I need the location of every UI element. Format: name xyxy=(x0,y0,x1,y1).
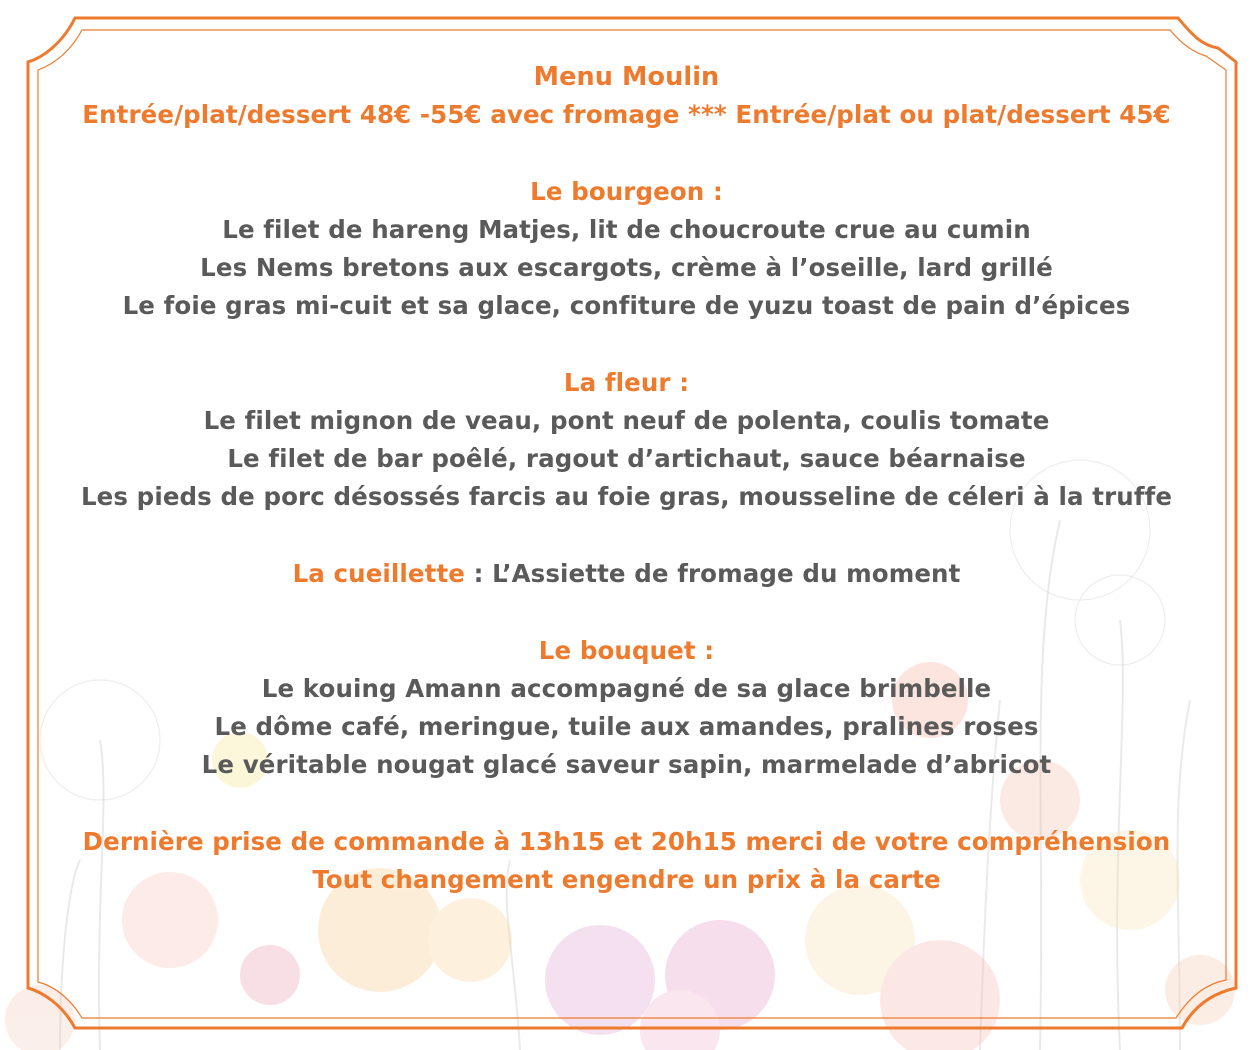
spacer xyxy=(60,784,1193,823)
section-heading-fleur: La fleur : xyxy=(563,368,690,397)
spacer xyxy=(60,325,1193,364)
menu-item: Les pieds de porc désossés farcis au foie gras, mousseline de céleri à la truffe xyxy=(80,482,1173,511)
spacer xyxy=(60,134,1193,173)
section-heading-bourgeon: Le bourgeon : xyxy=(530,177,723,206)
menu-title: Menu Moulin xyxy=(533,62,720,92)
section-heading-cueillette: La cueillette xyxy=(292,559,465,588)
menu-item: Le kouing Amann accompagné de sa glace brimbelle xyxy=(261,674,992,703)
menu-item: Le véritable nougat glacé saveur sapin, marmelade d’abricot xyxy=(201,750,1052,779)
menu-item: Le filet de hareng Matjes, lit de choucroute crue au cumin xyxy=(222,215,1031,244)
section-cueillette xyxy=(60,555,1193,593)
menu-item: Le filet mignon de veau, pont neuf de polenta, coulis tomate xyxy=(203,406,1050,435)
menu-item: Les Nems bretons aux escargots, crème à l’oseille, lard grillé xyxy=(200,253,1053,282)
menu-item: Le foie gras mi-cuit et sa glace, confiture de yuzu toast de pain d’épices xyxy=(122,291,1131,320)
footer-note-order-time: Dernière prise de commande à 13h15 et 20h15 merci de votre compréhension xyxy=(82,827,1171,856)
footer-note-price-change: Tout changement engendre un prix à la carte xyxy=(312,865,941,894)
spacer xyxy=(60,516,1193,555)
menu-prices: Entrée/plat/dessert 48€ -55€ avec fromage *** Entrée/plat ou plat/dessert 45€ xyxy=(82,100,1171,129)
menu-content xyxy=(60,58,1193,899)
menu-item: Le dôme café, meringue, tuile aux amandes, pralines roses xyxy=(214,712,1039,741)
section-heading-bouquet: Le bouquet : xyxy=(538,636,715,665)
spacer xyxy=(60,593,1193,632)
cueillette-text: : L’Assiette de fromage du moment xyxy=(464,559,961,588)
menu-item: Le filet de bar poêlé, ragout d’artichaut, sauce béarnaise xyxy=(227,444,1026,473)
